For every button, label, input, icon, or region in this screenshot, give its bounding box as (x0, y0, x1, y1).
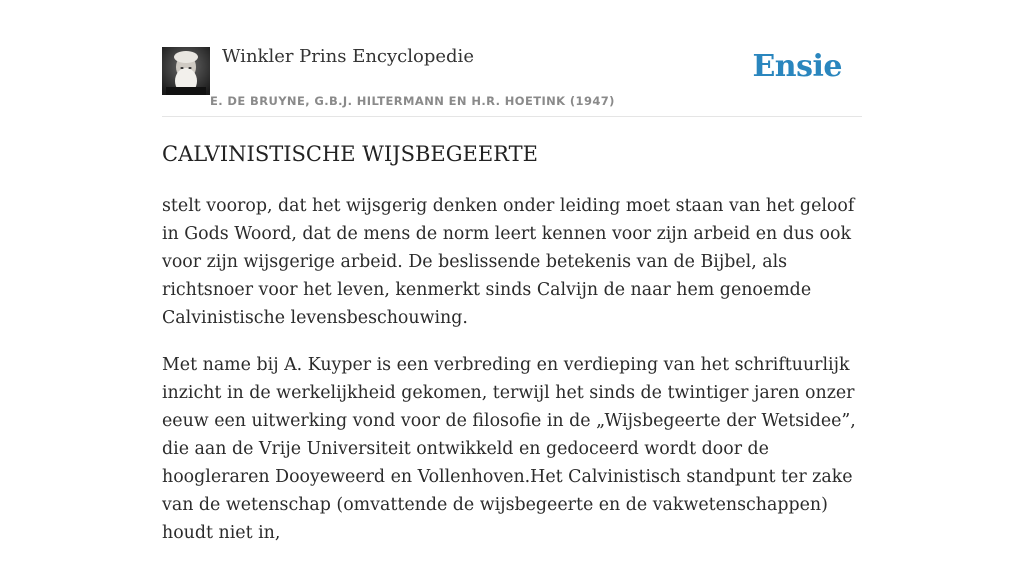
article-body (162, 192, 862, 566)
source-title[interactable]: Winkler Prins Encyclopedie (222, 46, 474, 67)
source-header (162, 40, 862, 117)
article-title: CALVINISTISCHE WIJSBEGEERTE (162, 142, 538, 166)
article-paragraph: Met name bij A. Kuyper is een verbreding en verdieping van het schriftuurlijk inzicht in de werkelijkheid gekomen, terwijl het sinds de twintiger jaren onzer eeuw een uitwerking vond voor de filosofie in de „Wijsbegeerte der Wetsidee”, die aan de Vrije Universiteit ontwikkeld en gedoceerd wordt door de hoogleraren Dooyeweerd en Vollenhoven.Het Calvinistisch standpunt ter zake van de wetenschap (omvattende de wijsbegeerte en de vakwetenschappen) houdt niet in, (162, 355, 856, 543)
brand-logo[interactable]: Ensie (752, 49, 842, 84)
source-authors: E. DE BRUYNE, G.B.J. HILTERMANN EN H.R. HOETINK (1947) (210, 94, 615, 108)
portrait-image (162, 47, 210, 95)
author-avatar[interactable] (162, 47, 210, 95)
article-paragraph: stelt voorop, dat het wijsgerig denken onder leiding moet staan van het geloof in Gods Woord, dat de mens de norm leert kennen voor zijn arbeid en dus ook voor zijn wijsgerige arbeid. De beslissende betekenis van de Bijbel, als richtsnoer voor het leven, kenmerkt sinds Calvijn de naar hem genoemde Calvinistische levensbeschouwing. (162, 196, 855, 328)
